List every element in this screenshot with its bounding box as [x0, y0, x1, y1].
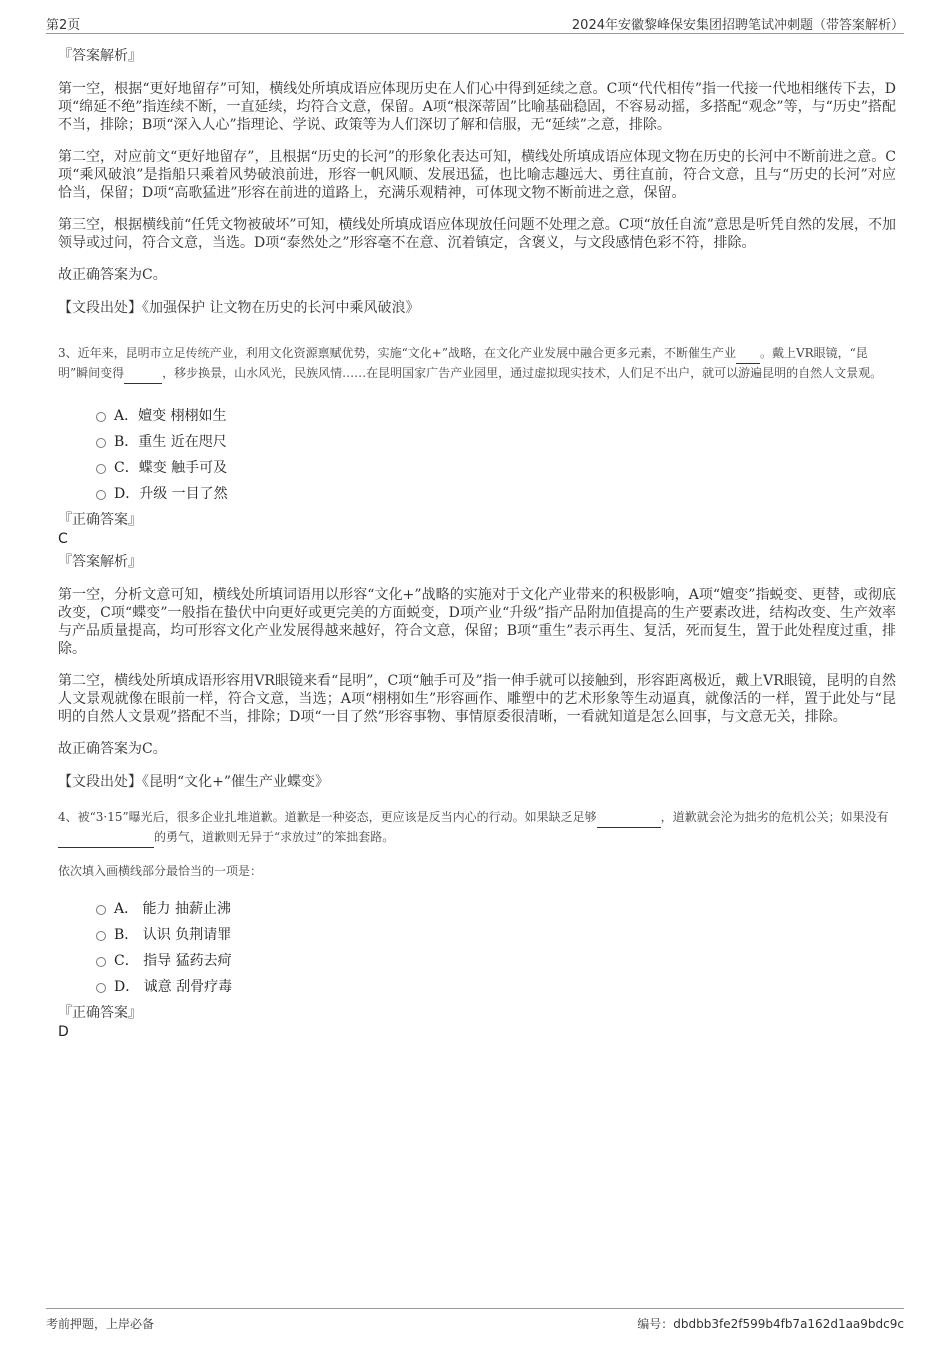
q3-option-c[interactable]: [96, 454, 896, 480]
q4-option-d[interactable]: [96, 973, 896, 999]
q4-answer-tag: 『正确答案』: [58, 1005, 142, 1021]
footer-slogan: 考前押题，上岸必备: [46, 1317, 155, 1331]
radio-icon[interactable]: [96, 490, 106, 500]
q4-options: [96, 895, 896, 999]
q3-blank-1: [736, 344, 760, 364]
q4-option-a[interactable]: [96, 895, 896, 921]
q3-blank-2: [124, 364, 162, 384]
q3-stem-part-c: ，移步换景，山水风光，民族风情……在昆明国家广告产业园里，通过虚拟现实技术，人们足不出户，就可以游遍昆明的自然人文景观。: [162, 366, 883, 380]
q3-source-label: 【文段出处】: [58, 774, 142, 790]
radio-icon[interactable]: [96, 438, 106, 448]
radio-icon[interactable]: [96, 905, 106, 915]
q4-blank-2: [58, 828, 154, 848]
page-footer: [46, 1308, 904, 1332]
q3-analysis-p1: 第一空，分析文意可知，横线处所填词语用以形容“文化+”战略的实施对于文化产业带来的积极影响，A项“嬗变”指蜕变、更替，或彻底改变，C项“蝶变”一般指在蛰伏中向更好或更完美的方面蜕变，D项产业“升级”指产品附加值提高的生产要素改进，结构改变、生产效率与产品质量提高，均可形容文化产业发展得越来越好，符合文意，保留；B项“重生”表示再生、复活，死而复生，置于此处程度过重，排除。: [58, 587, 896, 657]
q4-stem-part-a: 4、被“3·15”曝光后，很多企业扎堆道歉。道歉是一种姿态，更应该是反当内心的行动。如果缺乏足够: [58, 810, 597, 824]
q3-answer-tag: 『正确答案』: [58, 512, 142, 528]
q3-options: [96, 402, 896, 506]
q3-analysis-p2: 第二空，横线处所填成语形容用VR眼镜来看“昆明”，C项“触手可及”指一伸手就可以接触到，形容距离极近，戴上VR眼镜，昆明的自然人文景观就像在眼前一样，符合文意，当选；A项“栩栩如生”形容画作、雕塑中的艺术形象等生动逼真，就像活的一样，置于此处与“昆明的自然人文景观”搭配不当，排除；D项“一目了然”形容事物、事情原委很清晰，一看就知道是怎么回事，与文意无关，排除。: [58, 673, 896, 725]
q3-answer: C: [58, 531, 68, 547]
q4-stem-part-b: ，道歉就会沦为拙劣的危机公关；如果没有: [660, 810, 889, 824]
q2-source-label: 【文段出处】: [58, 300, 142, 316]
q4-option-d-label: D． 诚意 刮骨疗毒: [114, 979, 233, 995]
q3-option-a[interactable]: [96, 402, 896, 428]
q4-answer: D: [58, 1024, 69, 1040]
q2-analysis-p1: 第一空，根据“更好地留存”可知，横线处所填成语应体现历史在人们心中得到延续之意。C项“代代相传”指一代接一代地相继传下去，D项“绵延不绝”指连续不断，一直延续，均符合文意，保留。A项“根深蒂固”比喻基础稳固，不容易动摇，多搭配“观念”等，与“历史”搭配不当，排除；B项“深入人心”指理论、学说、政策等为人们深切了解和信服，无“延续”之意，排除。: [58, 81, 896, 133]
q3-option-c-label: C．蝶变 触手可及: [114, 460, 228, 476]
q3-option-d-label: D．升级 一目了然: [114, 486, 228, 502]
q4-option-b[interactable]: [96, 921, 896, 947]
q3-conclusion: 故正确答案为C。: [58, 741, 167, 757]
page-header: [46, 12, 904, 34]
q3-stem-part-b: 。戴上VR眼镜，“昆明”瞬间变得: [58, 346, 868, 380]
document-body: [58, 44, 896, 1041]
q4-blank-1: [597, 808, 661, 828]
q4-option-c[interactable]: [96, 947, 896, 973]
q4-option-b-label: B． 认识 负荆请罪: [114, 927, 232, 943]
q4-option-c-label: C． 指导 猛药去疴: [114, 953, 232, 969]
q3-option-b-label: B．重生 近在咫尺: [114, 434, 227, 450]
q3-analysis-tag: 『答案解析』: [58, 554, 142, 570]
q3-option-b[interactable]: [96, 428, 896, 454]
q2-source-text: 《加强保护 让文物在历史的长河中乘风破浪》: [142, 300, 420, 316]
q4-stem-part-c: 的勇气，道歉则无异于“求放过”的笨拙套路。: [154, 830, 395, 844]
q4-stem: [58, 808, 896, 848]
radio-icon[interactable]: [96, 957, 106, 967]
q2-analysis-tag: 『答案解析』: [58, 48, 142, 64]
radio-icon[interactable]: [96, 464, 106, 474]
q2-source: [58, 298, 896, 318]
document-title: 2024年安徽黎峰保安集团招聘笔试冲刺题（带答案解析）: [571, 18, 904, 33]
q4-prompt: 依次填入画横线部分最恰当的一项是：: [58, 864, 263, 878]
q2-conclusion: 故正确答案为C。: [58, 267, 167, 283]
q3-source: [58, 772, 896, 792]
q3-stem: [58, 344, 896, 384]
radio-icon[interactable]: [96, 931, 106, 941]
page-number: 第2页: [46, 18, 81, 33]
q2-analysis-p3: 第三空，根据横线前“任凭文物被破坏”可知，横线处所填成语应体现放任问题不处理之意。C项“放任自流”意思是听凭自然的发展，不加领导或过问，符合文意，当选。D项“泰然处之”形容毫不在意、沉着镇定，含褒义，与文段感情色彩不符，排除。: [58, 217, 896, 251]
radio-icon[interactable]: [96, 983, 106, 993]
q3-stem-part-a: 3、近年来，昆明市立足传统产业，利用文化资源禀赋优势，实施“文化+”战略，在文化产业发展中融合更多元素，不断催生产业: [58, 346, 736, 360]
q2-analysis-p2: 第二空，对应前文“更好地留存”，且根据“历史的长河”的形象化表达可知，横线处所填成语应体现文物在历史的长河中不断前进之意。C项“乘风破浪”是指船只乘着风势破浪前进，形容一帆风顺、发展迅猛，也比喻志趣远大、勇往直前，符合文意，且与“历史的长河”对应恰当，保留；D项“高歌猛进”形容在前进的道路上，充满乐观精神，可体现文物不断前进之意，保留。: [58, 149, 896, 201]
q3-source-text: 《昆明“文化+”催生产业蝶变》: [142, 774, 330, 790]
q3-option-a-label: A．嬗变 栩栩如生: [114, 408, 227, 424]
radio-icon[interactable]: [96, 412, 106, 422]
document-id: 编号：dbdbb3fe2f599b4fb7a162d1aa9bdc9c: [637, 1317, 904, 1331]
q4-option-a-label: A． 能力 抽薪止沸: [114, 901, 232, 917]
q3-option-d[interactable]: [96, 480, 896, 506]
